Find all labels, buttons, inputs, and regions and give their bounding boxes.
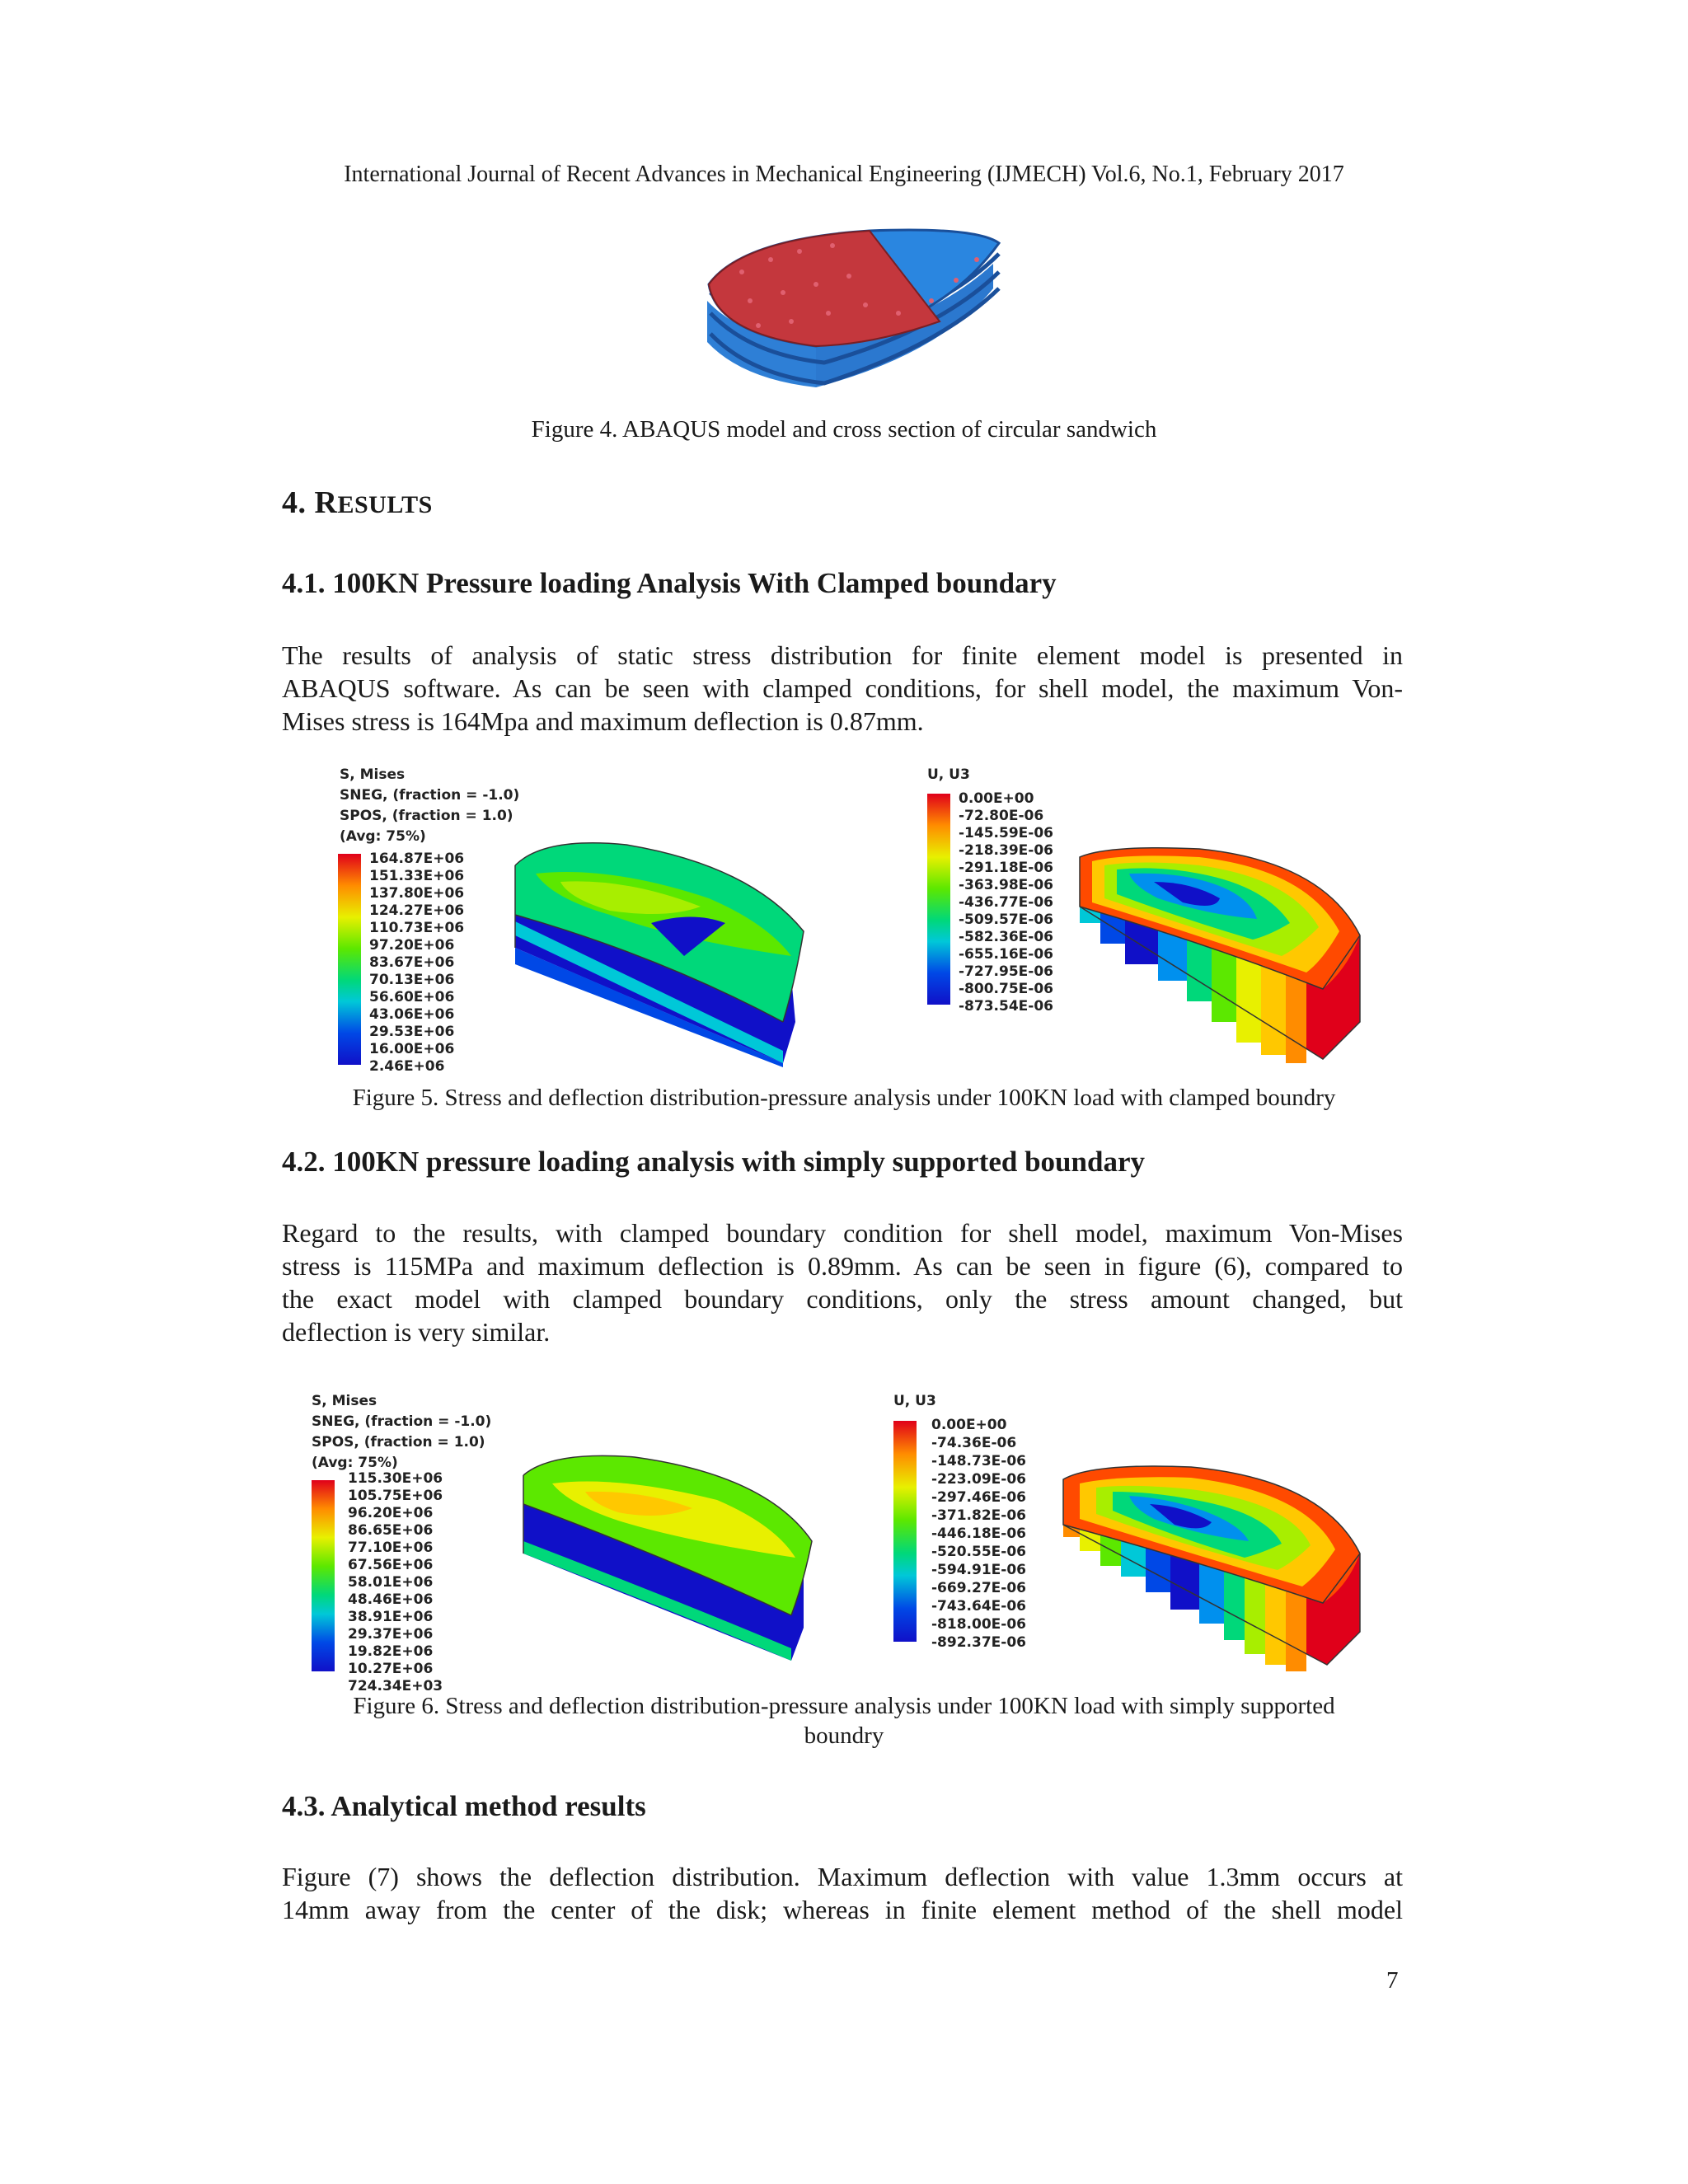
legend-value: 97.20E+06 [369,937,455,954]
legend-value: -669.27E-06 [931,1580,1026,1596]
legend-header-line: SNEG, (fraction = -1.0) [312,1413,492,1430]
figure-6-stress-contour-plot [519,1451,816,1661]
section-title-rest: ESULTS [337,491,433,518]
legend-header-line: SNEG, (fraction = -1.0) [340,787,520,804]
figure-5-stress-legend [340,765,519,847]
legend-value: 56.60E+06 [369,989,455,1005]
figure-5-deflection-values [959,790,1053,1015]
paragraph-line: Regard to the results, with clamped boundary condition for shell model, maximum Von-Mises [282,1218,1403,1248]
legend-value: -218.39E-06 [959,842,1053,859]
legend-value: -291.18E-06 [959,860,1053,876]
paragraph-line: Figure (7) shows the deflection distribution. Maximum deflection with value 1.3mm occurs at [282,1862,1403,1891]
legend-value: 48.46E+06 [348,1591,434,1608]
legend-value: 83.67E+06 [369,954,455,971]
legend-value: -446.18E-06 [931,1526,1026,1542]
legend-header-line: S, Mises [340,766,406,783]
legend-value: 10.27E+06 [348,1661,434,1677]
legend-value: 16.00E+06 [369,1041,455,1057]
legend-value: -818.00E-06 [931,1616,1026,1633]
legend-header-line: SPOS, (fraction = 1.0) [340,808,513,824]
legend-value: 58.01E+06 [348,1574,434,1591]
legend-value: 164.87E+06 [369,851,465,867]
section-heading-results [282,485,433,521]
legend-value: -363.98E-06 [959,877,1053,893]
legend-header-line: (Avg: 75%) [340,828,426,845]
section-number: 4. [282,485,315,520]
legend-value: -223.09E-06 [931,1471,1026,1488]
paragraph-line: ABAQUS software. As can be seen with clamped conditions, for shell model, the maximum Von- [282,673,1403,703]
legend-value: -892.37E-06 [931,1634,1026,1651]
legend-value: 77.10E+06 [348,1540,434,1556]
legend-value: -74.36E-06 [931,1435,1017,1451]
figure-5-stress-colorbar [338,854,361,1065]
paragraph-line: deflection is very similar. [282,1317,551,1347]
legend-value: 137.80E+06 [369,885,465,902]
legend-value: 110.73E+06 [369,920,465,936]
legend-value: 29.53E+06 [369,1024,455,1040]
subsection-heading-4-2: 4.2. 100KN pressure loading analysis with simply supported boundary [282,1146,1145,1178]
subsection-heading-4-3: 4.3. Analytical method results [282,1790,646,1822]
figure-6-deflection-contour-plot [1059,1463,1364,1673]
legend-value: 105.75E+06 [348,1488,443,1504]
figure-6-stress-colorbar [312,1480,335,1671]
legend-value: 29.37E+06 [348,1626,434,1643]
legend-value: -520.55E-06 [931,1544,1026,1560]
legend-value: -594.91E-06 [931,1562,1026,1578]
running-head: International Journal of Recent Advances in Mechanical Engineering (IJMECH) Vol.6, No.1, February 2017 [344,162,1344,187]
legend-header-line: U, U3 [893,1393,936,1409]
legend-header-line: (Avg: 75%) [312,1455,398,1471]
paragraph-line: Mises stress is 164Mpa and maximum deflection is 0.87mm. [282,706,924,736]
figure-5-deflection-contour-plot [1076,845,1364,1067]
paragraph-line: stress is 115MPa and maximum deflection is 0.89mm. As can be seen in figure (6), compared to [282,1251,1403,1281]
legend-value: -727.95E-06 [959,963,1053,980]
figure-5-deflection-legend-header [927,765,970,785]
legend-value: -743.64E-06 [931,1598,1026,1615]
figure-5-caption: Figure 5. Stress and deflection distribution-pressure analysis under 100KN load with clamped boundry [352,1085,1336,1111]
legend-value: 70.13E+06 [369,972,455,988]
figure-6-stress-legend [312,1391,491,1474]
section-title-initial: R [314,485,338,520]
legend-value: 43.06E+06 [369,1006,455,1023]
legend-value: -800.75E-06 [959,981,1053,997]
legend-value: -655.16E-06 [959,946,1053,963]
subsection-heading-4-1: 4.1. 100KN Pressure loading Analysis With Clamped boundary [282,567,1057,599]
legend-header-line: SPOS, (fraction = 1.0) [312,1434,485,1451]
legend-value: 0.00E+00 [931,1417,1007,1433]
legend-value: -873.54E-06 [959,998,1053,1015]
figure-5-deflection-colorbar [927,794,950,1005]
figure-5-stress-contour-plot [511,832,808,1067]
figure-6-deflection-colorbar [893,1421,917,1642]
legend-value: -582.36E-06 [959,929,1053,945]
figure-6-deflection-values [931,1416,1026,1652]
legend-value: 38.91E+06 [348,1609,434,1625]
legend-value: -148.73E-06 [931,1453,1026,1469]
figure-5-stress-values [369,851,464,1076]
figure-4-model-image [692,223,1006,396]
legend-value: 86.65E+06 [348,1522,434,1539]
legend-value: 0.00E+00 [959,790,1034,807]
legend-value: 124.27E+06 [369,902,465,919]
legend-value: 151.33E+06 [369,868,465,884]
legend-header-line: S, Mises [312,1393,377,1409]
figure-6-caption-line-1: Figure 6. Stress and deflection distribution-pressure analysis under 100KN load with simply supported [353,1693,1335,1719]
legend-value: -297.46E-06 [931,1489,1026,1506]
legend-value: 67.56E+06 [348,1557,434,1573]
legend-value: -509.57E-06 [959,912,1053,928]
paragraph-4-2 [282,1216,1403,1348]
legend-value: -371.82E-06 [931,1507,1026,1524]
paragraph-4-1 [282,639,1403,738]
figure-4-caption: Figure 4. ABAQUS model and cross section of circular sandwich [531,416,1157,443]
figure-6-stress-values [348,1470,443,1695]
legend-value: -145.59E-06 [959,825,1053,841]
paragraph-4-3 [282,1860,1403,1926]
legend-value: -436.77E-06 [959,894,1053,911]
legend-header-line: U, U3 [927,766,970,783]
figure-6-caption-line-2: boundry [804,1722,884,1749]
page-number: 7 [1386,1967,1399,1994]
legend-value: 2.46E+06 [369,1058,445,1075]
legend-value: -72.80E-06 [959,808,1044,824]
legend-value: 19.82E+06 [348,1643,434,1660]
paragraph-line: the exact model with clamped boundary conditions, only the stress amount changed, but [282,1284,1403,1314]
legend-value: 724.34E+03 [348,1678,443,1694]
paragraph-line: 14mm away from the center of the disk; whereas in finite element method of the shell model [282,1895,1403,1924]
legend-value: 96.20E+06 [348,1505,434,1521]
paragraph-line: The results of analysis of static stress distribution for finite element model is presented in [282,640,1403,670]
legend-value: 115.30E+06 [348,1470,443,1487]
figure-6-deflection-legend-header [893,1391,936,1412]
